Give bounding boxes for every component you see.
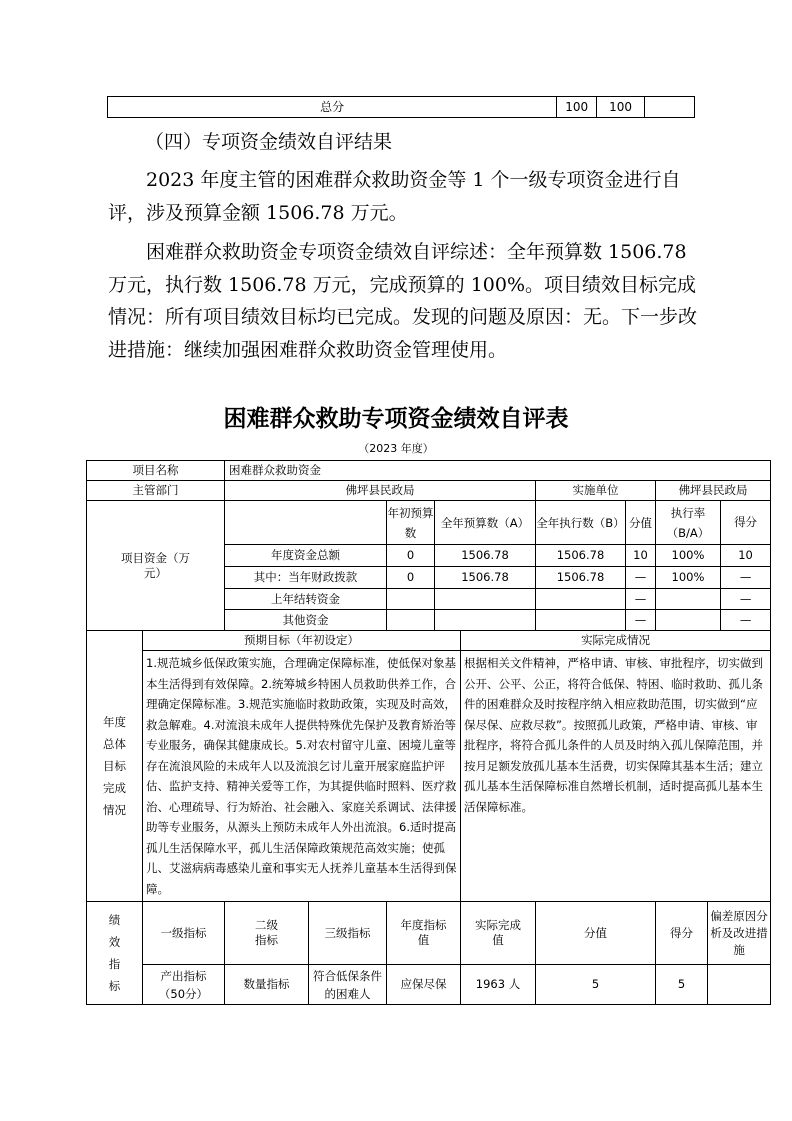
indicator-reason (708, 965, 771, 1005)
fund-initial: 0 (387, 545, 435, 567)
paragraph-scope: 2023 年度主管的困难群众救助资金等 1 个一级专项资金进行自评，涉及预算金额 1506.78 万元。 (108, 169, 681, 224)
fund-score: 10 (721, 545, 771, 567)
impl-label: 实施单位 (536, 481, 656, 501)
project-name-value: 困难群众救助资金 (225, 461, 771, 481)
indicator-actual: 1963 人 (461, 965, 536, 1005)
total-score-table (107, 96, 695, 118)
actual-completion-header: 实际完成情况 (461, 631, 771, 651)
indicator-value: 5 (536, 965, 656, 1005)
impl-value: 佛坪县民政局 (656, 481, 771, 501)
fund-row-label: 其中：当年财政拨款 (225, 567, 387, 589)
total-value-1: 100 (557, 97, 597, 118)
fund-annual (435, 589, 536, 610)
indicator-target: 应保尽保 (387, 965, 461, 1005)
fund-score: — (721, 610, 771, 631)
fund-row-label: 上年结转资金 (225, 589, 387, 610)
indicator-level3: 符合低保条件的困难人 (309, 965, 387, 1005)
indicator-header-row (87, 902, 771, 965)
total-score-row (108, 97, 695, 118)
fund-annual: 1506.78 (435, 567, 536, 589)
overall-goal-label: 年度总体目标完成情况 (87, 631, 143, 902)
fund-rate (656, 589, 721, 610)
fund-exec: 1506.78 (536, 545, 626, 567)
expected-goal-text: 1.规范城乡低保政策实施，合理确定保障标准，使低保对象基本生活得到有效保障。2.统筹城乡特困人员救助供养工作，合理确定保障标准。3.规范实施临时救助政策，实现及时高效，救急解难。4.对流浪未成年人提供特殊优先保护及教育矫治等专业服务，确保其健康成长。5.对农村留守儿童、困境儿童等存在流浪风险的未成年人以及流浪乞讨儿童开展家庭监护评估、监护支持、精神关爱等工作，为其提供临时照料、医疗救治、心理疏导、行为矫治、社会融入、家庭关系调试、法律援助等专业服务，从源头上预防未成年人外出流浪。6.适时提高孤儿生活保障水平，孤儿生活保障政策规范高效实施；使孤儿、艾滋病病毒感染儿童和事实无人抚养儿童基本生活得到保障。 (143, 651, 461, 902)
fund-annual (435, 610, 536, 631)
project-name-label: 项目名称 (87, 461, 225, 481)
indicator-got: 5 (656, 965, 708, 1005)
indicator-level2: 数量指标 (225, 965, 309, 1005)
fund-rate (656, 610, 721, 631)
fund-initial (387, 589, 435, 610)
fund-exec (536, 589, 626, 610)
fund-initial: 0 (387, 567, 435, 589)
actual-completion-text: 根据相关文件精神，严格申请、审核、审批程序，切实做到公开、公平、公正，将符合低保、特困、临时救助、孤儿条件的困难群众及时按程序纳入相应救助范围，切实做到“应保尽保、应救尽救”。按照孤儿政策，严格申请、审核、审批程序，将符合孤儿条件的人员及时纳入孤儿保障范围，并按月足额发放孤儿基本生活费，切实保障其基本生活；建立孤儿基本生活保障标准自然增长机制，适时提高孤儿基本生活保障标准。 (461, 651, 771, 902)
hdr-got: 得分 (656, 902, 708, 965)
fund-exec: 1506.78 (536, 567, 626, 589)
hdr-level3: 三级指标 (309, 902, 387, 965)
hdr-exec-rate: 执行率（B/A） (656, 501, 721, 545)
hdr-actual-value: 实际完成值 (461, 902, 536, 965)
fund-value: — (626, 610, 656, 631)
goals-header-row (87, 631, 771, 651)
hdr-level2: 二级指标 (225, 902, 309, 965)
funds-label: 项目资金（万元） (87, 501, 225, 631)
fund-initial (387, 610, 435, 631)
hdr-score-value: 分值 (626, 501, 656, 545)
dept-value: 佛坪县民政局 (225, 481, 536, 501)
fund-score: — (721, 567, 771, 589)
goals-body-row (87, 651, 771, 902)
fund-row-label: 其他资金 (225, 610, 387, 631)
funds-header-row (87, 501, 771, 545)
expected-goal-header: 预期目标（年初设定） (143, 631, 461, 651)
total-empty-cell (645, 97, 695, 118)
project-name-row (87, 461, 771, 481)
hdr-annual-budget: 全年预算数（A） (435, 501, 536, 545)
fund-exec (536, 610, 626, 631)
fund-rate: 100% (656, 545, 721, 567)
department-row (87, 481, 771, 501)
indicator-level1: 产出指标（50分） (143, 965, 225, 1005)
self-evaluation-table (86, 460, 771, 1005)
funds-header-blank (225, 501, 387, 545)
fund-annual: 1506.78 (435, 545, 536, 567)
indicator-row (87, 965, 771, 1005)
hdr-level1: 一级指标 (143, 902, 225, 965)
fund-row-label: 年度资金总额 (225, 545, 387, 567)
table-year: （2023 年度） (358, 442, 434, 455)
section-heading: （四）专项资金绩效自评结果 (145, 131, 393, 153)
hdr-initial-budget: 年初预算数 (387, 501, 435, 545)
hdr-executed: 全年执行数（B） (536, 501, 626, 545)
fund-value: — (626, 567, 656, 589)
hdr-target: 年度指标值 (387, 902, 461, 965)
paragraph-summary: 困难群众救助资金专项资金绩效自评综述：全年预算数 1506.78 万元，执行数 1506.78 万元，完成预算的 100%。项目绩效目标完成情况：所有项目绩效目标均已完成。发现的问题及原因：无。下一步改进措施：继续加强困难群众救助资金管理使用。 (108, 241, 698, 361)
hdr-value: 分值 (536, 902, 656, 965)
fund-value: — (626, 589, 656, 610)
fund-score: — (721, 589, 771, 610)
total-label: 总分 (108, 97, 557, 118)
performance-indicator-label: 绩效指标 (87, 902, 143, 1005)
hdr-score: 得分 (721, 501, 771, 545)
dept-label: 主管部门 (87, 481, 225, 501)
total-value-2: 100 (597, 97, 645, 118)
table-title: 困难群众救助专项资金绩效自评表 (223, 406, 569, 432)
fund-value: 10 (626, 545, 656, 567)
hdr-reason: 偏差原因分析及改进措施 (708, 902, 771, 965)
fund-rate: 100% (656, 567, 721, 589)
